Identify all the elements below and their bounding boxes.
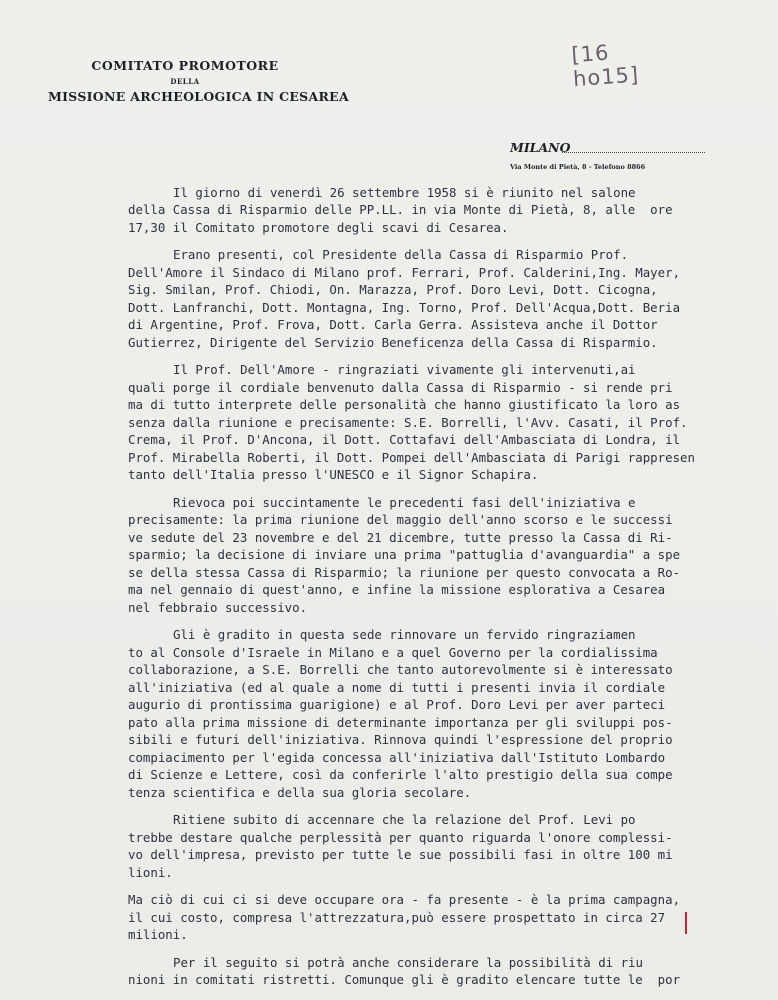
letterhead xyxy=(48,58,360,104)
letterhead-della: DELLA xyxy=(170,77,200,86)
body-line: to al Console d'Israele in Milano e a quel Governo per la cordialissima xyxy=(128,645,658,660)
handwritten-archive-number: [16 ho15] xyxy=(570,40,640,92)
body-line: della Cassa di Risparmio delle PP.LL. in via Monte di Pietà, 8, alle ore xyxy=(128,202,673,217)
body-line: ve sedute del 23 novembre e del 21 dicembre, tutte presso la Cassa di Ri- xyxy=(128,530,673,545)
body-line: di Argentine, Prof. Frova, Dott. Carla Gerra. Assisteva anche il Dottor xyxy=(128,317,658,332)
body-line: compiacimento per l'egida concessa all'iniziativa dall'Istituto Lombardo xyxy=(128,750,666,765)
body-line: Rievoca poi succintamente le precedenti fasi dell'iniziativa e xyxy=(173,495,636,510)
body-line: quali porge il cordiale benvenuto dalla Cassa di Risparmio - si rende pri xyxy=(128,380,673,395)
body-line: precisamente: la prima riunione del maggio dell'anno scorso e le successi xyxy=(128,512,673,527)
body-line: sparmio; la decisione di inviare una prima "pattuglia d'avanguardia" a spe xyxy=(128,547,681,562)
body-line: Prof. Mirabella Roberti, il Dott. Pompei dell'Ambasciata di Parigi rappresen xyxy=(128,450,695,465)
red-margin-mark xyxy=(685,912,687,934)
body-line: Ritiene subito di accennare che la relazione del Prof. Levi po xyxy=(173,812,636,827)
body-line: lioni. xyxy=(128,865,173,880)
body-line: Per il seguito si potrà anche considerare la possibilità di riu xyxy=(173,955,643,970)
body-line: Gli è gradito in questa sede rinnovare un fervido ringraziamen xyxy=(173,627,636,642)
body-line: di Scienze e Lettere, così da conferirle l'alto prestigio della sua compe xyxy=(128,767,673,782)
body-line: augurio di prontissima guarigione) e al Prof. Doro Levi per aver parteci xyxy=(128,697,666,712)
body-line: Il giorno di venerdì 26 settembre 1958 si è riunito nel salone xyxy=(173,185,636,200)
body-line: Il Prof. Dell'Amore - ringraziati vivamente gli intervenuti,ai xyxy=(173,362,636,377)
body-line: 17,30 il Comitato promotore degli scavi di Cesarea. xyxy=(128,220,509,235)
city-label: MILANO xyxy=(510,140,571,155)
body-line: Ma ciò di cui ci si deve occupare ora - fa presente - è la prima campagna, xyxy=(128,892,681,907)
body-line: pato alla prima missione di determinante importanza per gli sviluppi pos- xyxy=(128,715,673,730)
body-line: senza dalla riunione e precisamente: S.E. Borrelli, l'Avv. Casati, il Prof. xyxy=(128,415,688,430)
body-line: nel febbraio successivo. xyxy=(128,600,308,615)
body-line: Erano presenti, col Presidente della Cassa di Risparmio Prof. xyxy=(173,247,629,262)
body-line: Gutierrez, Dirigente del Servizio Beneficenza della Cassa di Risparmio. xyxy=(128,335,658,350)
body-line: trebbe destare qualche perplessità per quanto riguarda l'onore complessi- xyxy=(128,830,673,845)
body-line: all'iniziativa (ed al quale a nome di tutti i presenti invia il cordiale xyxy=(128,680,666,695)
body-line: se della stessa Cassa di Risparmio; la riunione per questo convocata a Ro- xyxy=(128,565,681,580)
body-line: sibili e futuri dell'iniziativa. Rinnova quindi l'espressione del proprio xyxy=(128,732,673,747)
body-line: nioni in comitati ristretti. Comunque gli è gradito elencare tutte le por xyxy=(128,972,681,987)
body-line: ma di tutto interprete delle personalità che hanno giustificato la loro as xyxy=(128,397,681,412)
body-line: ma nel gennaio di quest'anno, e infine la missione esplorativa a Cesarea xyxy=(128,582,666,597)
letterhead-committee: COMITATO PROMOTORE xyxy=(91,58,279,73)
body-line: tanto dell'Italia presso l'UNESCO e il Signor Schapira. xyxy=(128,467,539,482)
letterhead-mission: MISSIONE ARCHEOLOGICA IN CESAREA xyxy=(48,89,350,104)
body-line: Crema, il Prof. D'Ancona, il Dott. Cottafavi dell'Ambasciata di Londra, il xyxy=(128,432,681,447)
body-line: Dott. Lanfranchi, Dott. Montagna, Ing. Torno, Prof. Dell'Acqua,Dott. Beria xyxy=(128,300,681,315)
body-line: Sig. Smilan, Prof. Chiodi, On. Marazza, Prof. Doro Levi, Dott. Cicogna, xyxy=(128,282,658,297)
body-line: Dell'Amore il Sindaco di Milano prof. Ferrari, Prof. Calderini,Ing. Mayer, xyxy=(128,265,681,280)
body-line: collaborazione, a S.E. Borrelli che tanto autorevolmente si è interessato xyxy=(128,662,673,677)
body-line: milioni. xyxy=(128,927,188,942)
body-line: vo dell'impresa, previsto per tutte le sue possibili fasi in oltre 100 mi xyxy=(128,847,673,862)
body-line: il cui costo, compresa l'attrezzatura,può essere prospettato in circa 27 xyxy=(128,910,666,925)
body-line: tenza scientifica e della sua gloria secolare. xyxy=(128,785,472,800)
date-dotted-line xyxy=(562,152,705,153)
address-line: Via Monte di Pietà, 8 - Telefono 8866 xyxy=(510,163,646,171)
